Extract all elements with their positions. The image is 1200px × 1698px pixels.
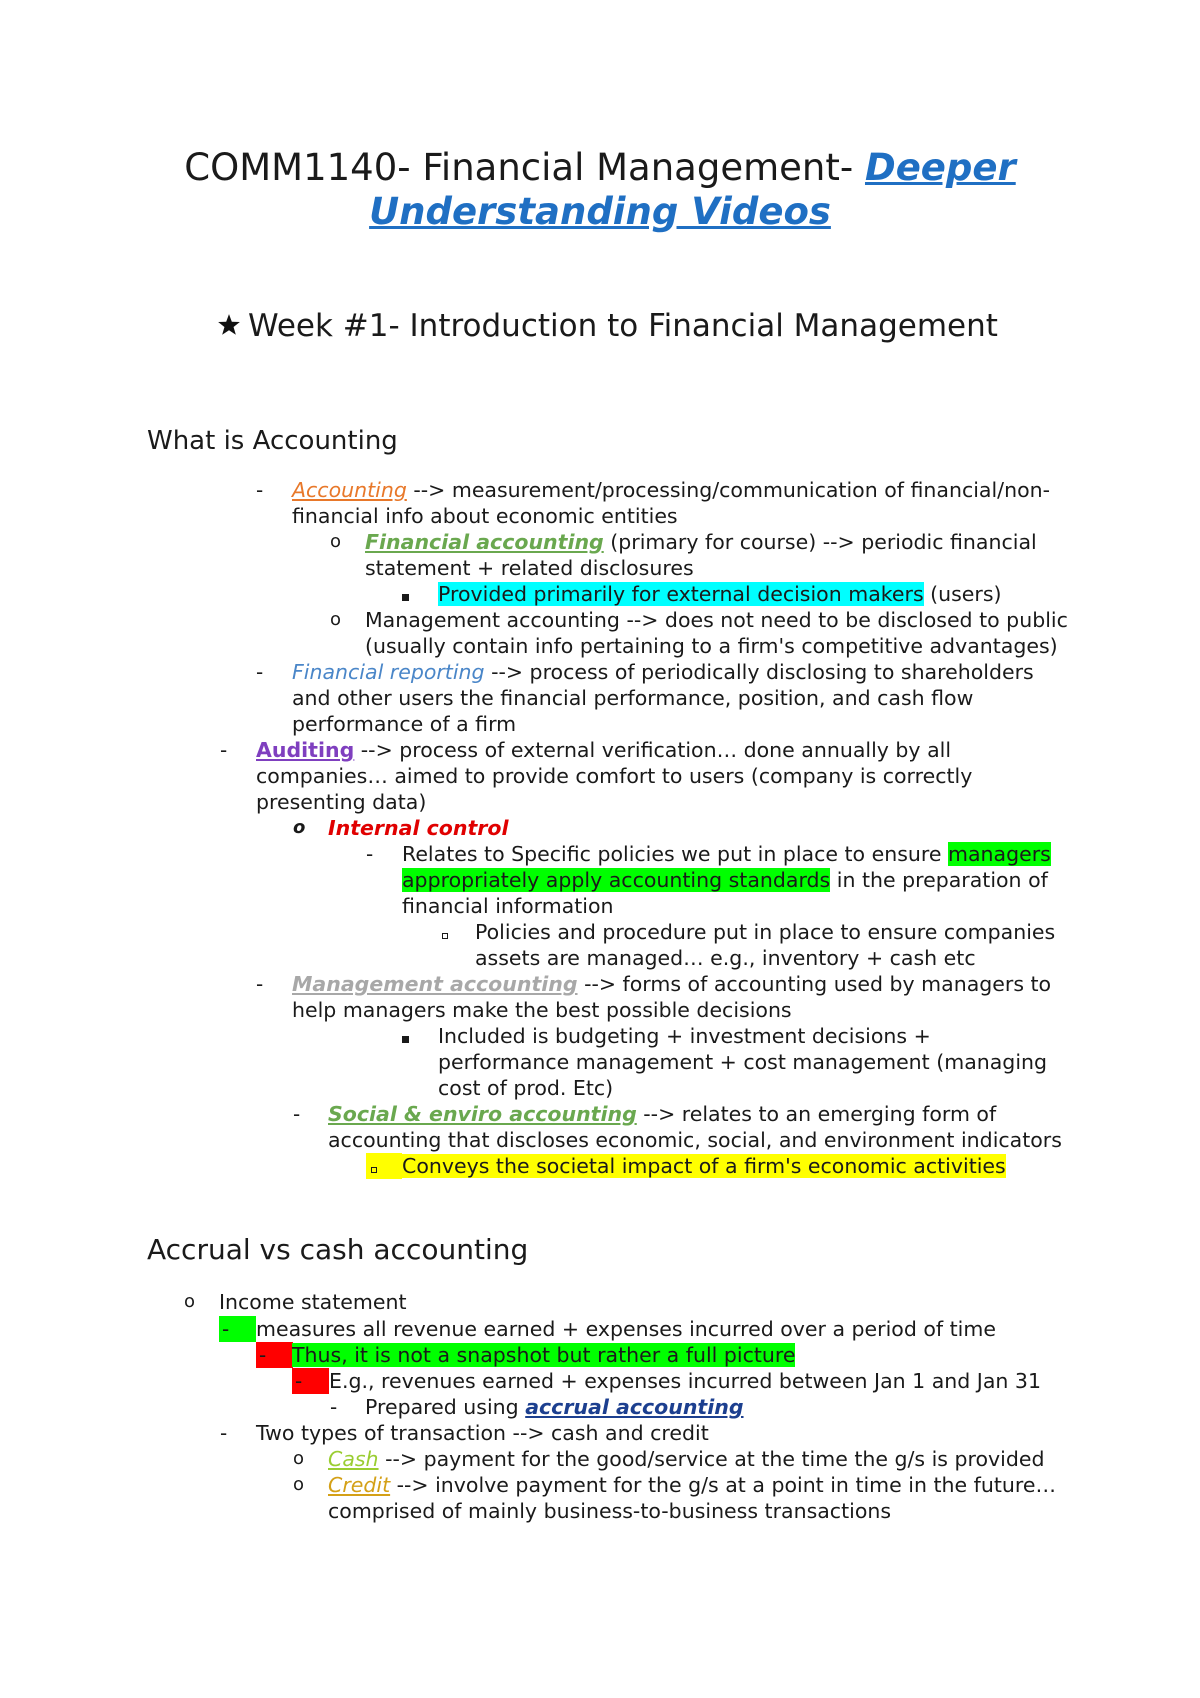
line-cash [328,1446,1045,1472]
circle-bullet: o [293,1448,305,1469]
hollow-square-bullet [442,919,448,945]
line-mgmtacc-1 [292,971,1051,997]
line-thus [292,1342,795,1368]
line-finrep-1 [292,659,1034,685]
term-internal-control: Internal control [328,816,509,840]
line-included-1: Included is budgeting + investment decisions + [438,1024,931,1048]
line-policies-2: assets are managed… e.g., inventory + cash etc [475,946,976,970]
text: --> process of periodically disclosing to shareholders [484,660,1034,684]
line-relates-1 [402,841,1051,867]
line-mgmt-1: Management accounting --> does not need to be disclosed to public [365,608,1068,632]
line-included-3: cost of prod. Etc) [438,1076,614,1100]
line-mgmt-2: (usually contain info pertaining to a firm's competitive advantages) [365,634,1058,658]
text: (users) [923,582,1002,606]
highlight-standards: appropriately apply accounting standards [402,868,831,892]
week-heading-text: Week #1- Introduction to Financial Management [248,308,998,344]
text: --> forms of accounting used by managers to [577,972,1052,996]
square-bullet [402,581,409,607]
line-accounting-1 [292,477,1050,503]
title-link-part2[interactable]: Understanding Videos [369,190,831,233]
text: --> relates to an emerging form of [636,1102,997,1126]
term-accounting: Accounting [292,478,407,502]
term-financial-reporting: Financial reporting [292,660,485,684]
line-finrep-2: and other users the financial performance, position, and cash flow [292,686,974,710]
text: --> measurement/processing/communication of financial/non- [406,478,1051,502]
title-text: COMM1140- Financial Management- [184,146,865,189]
line-included-2: performance management + cost management (managing [438,1050,1048,1074]
term-financial-accounting: Financial accounting [365,530,604,554]
text: --> process of external verification… done annually by all [354,738,952,762]
dash-bullet [295,1368,302,1394]
line-finrep-3: performance of a firm [292,712,517,736]
dash-bullet [222,1316,229,1342]
square-bullet [402,1023,409,1049]
circle-bullet: o [330,531,342,552]
line-relates-3: financial information [402,894,614,918]
title-link-part1[interactable]: Deeper [864,146,1016,189]
line-social-1 [328,1101,996,1127]
highlight-conveys: Conveys the societal impact of a firm's economic activities [402,1154,1006,1178]
highlight-managers: managers [947,842,1051,866]
highlight-provided: Provided primarily for external decision makers [438,582,924,606]
dash-bullet [256,477,263,503]
line-prepared [365,1394,744,1420]
dash-bullet [220,737,227,763]
document-title-line1 [0,146,1200,190]
line-mgmtacc-2: help managers make the best possible decisions [292,998,792,1022]
line-credit-1 [328,1472,1056,1498]
text: --> involve payment for the g/s at a point in time in the future… [390,1473,1056,1497]
line-relates-2 [402,867,1048,893]
line-internal-control [328,815,508,841]
line-finacc-1 [365,529,1037,555]
dash-bullet [330,1394,337,1420]
text: in the preparation of [830,868,1048,892]
term-management-accounting: Management accounting [292,972,578,996]
line-measures: measures all revenue earned + expenses incurred over a period of time [256,1317,996,1341]
text: --> payment for the good/service at the time the g/s is provided [378,1447,1045,1471]
term-auditing: Auditing [256,738,355,762]
dash-bullet [256,659,263,685]
line-finacc-2: statement + related disclosures [365,556,694,580]
section-heading-accrual-vs-cash: Accrual vs cash accounting [147,1233,529,1266]
dash-bullet [366,841,373,867]
section-heading-what-is-accounting: What is Accounting [147,426,398,456]
line-accounting-2: financial info about economic entities [292,504,678,528]
line-policies-1: Policies and procedure put in place to ensure companies [475,920,1056,944]
line-auditing-2: companies… aimed to provide comfort to users (company is correctly [256,764,973,788]
line-social-2: accounting that discloses economic, social, and environment indicators [328,1128,1062,1152]
text: Prepared using [365,1395,526,1419]
week-heading [216,306,998,346]
line-eg: E.g., revenues earned + expenses incurred between Jan 1 and Jan 31 [329,1369,1041,1393]
star-icon [216,312,242,338]
line-provided [438,581,1002,607]
line-income-statement: Income statement [219,1290,407,1314]
circle-bullet: o [293,817,306,838]
circle-bullet: o [330,609,342,630]
line-conveys [402,1153,1006,1179]
document-title-line2 [0,190,1200,234]
text: Relates to Specific policies we put in place to ensure [402,842,948,866]
term-social-enviro-accounting: Social & enviro accounting [328,1102,637,1126]
dash-bullet [259,1342,266,1368]
circle-bullet: o [293,1474,305,1495]
line-auditing-3: presenting data) [256,790,427,814]
hollow-square-bullet [371,1153,377,1179]
circle-bullet: o [184,1291,196,1312]
line-credit-2: comprised of mainly business-to-business transactions [328,1499,892,1523]
term-accrual-accounting: accrual accounting [525,1395,744,1419]
dash-bullet [220,1420,227,1446]
text: (primary for course) --> periodic financial [603,530,1037,554]
line-two-types: Two types of transaction --> cash and credit [256,1421,709,1445]
highlight-thus: Thus, it is not a snapshot but rather a full picture [292,1343,796,1367]
line-auditing-1 [256,737,951,763]
dash-bullet [293,1101,300,1127]
term-cash: Cash [328,1447,379,1471]
dash-bullet [256,971,263,997]
term-credit: Credit [328,1473,391,1497]
